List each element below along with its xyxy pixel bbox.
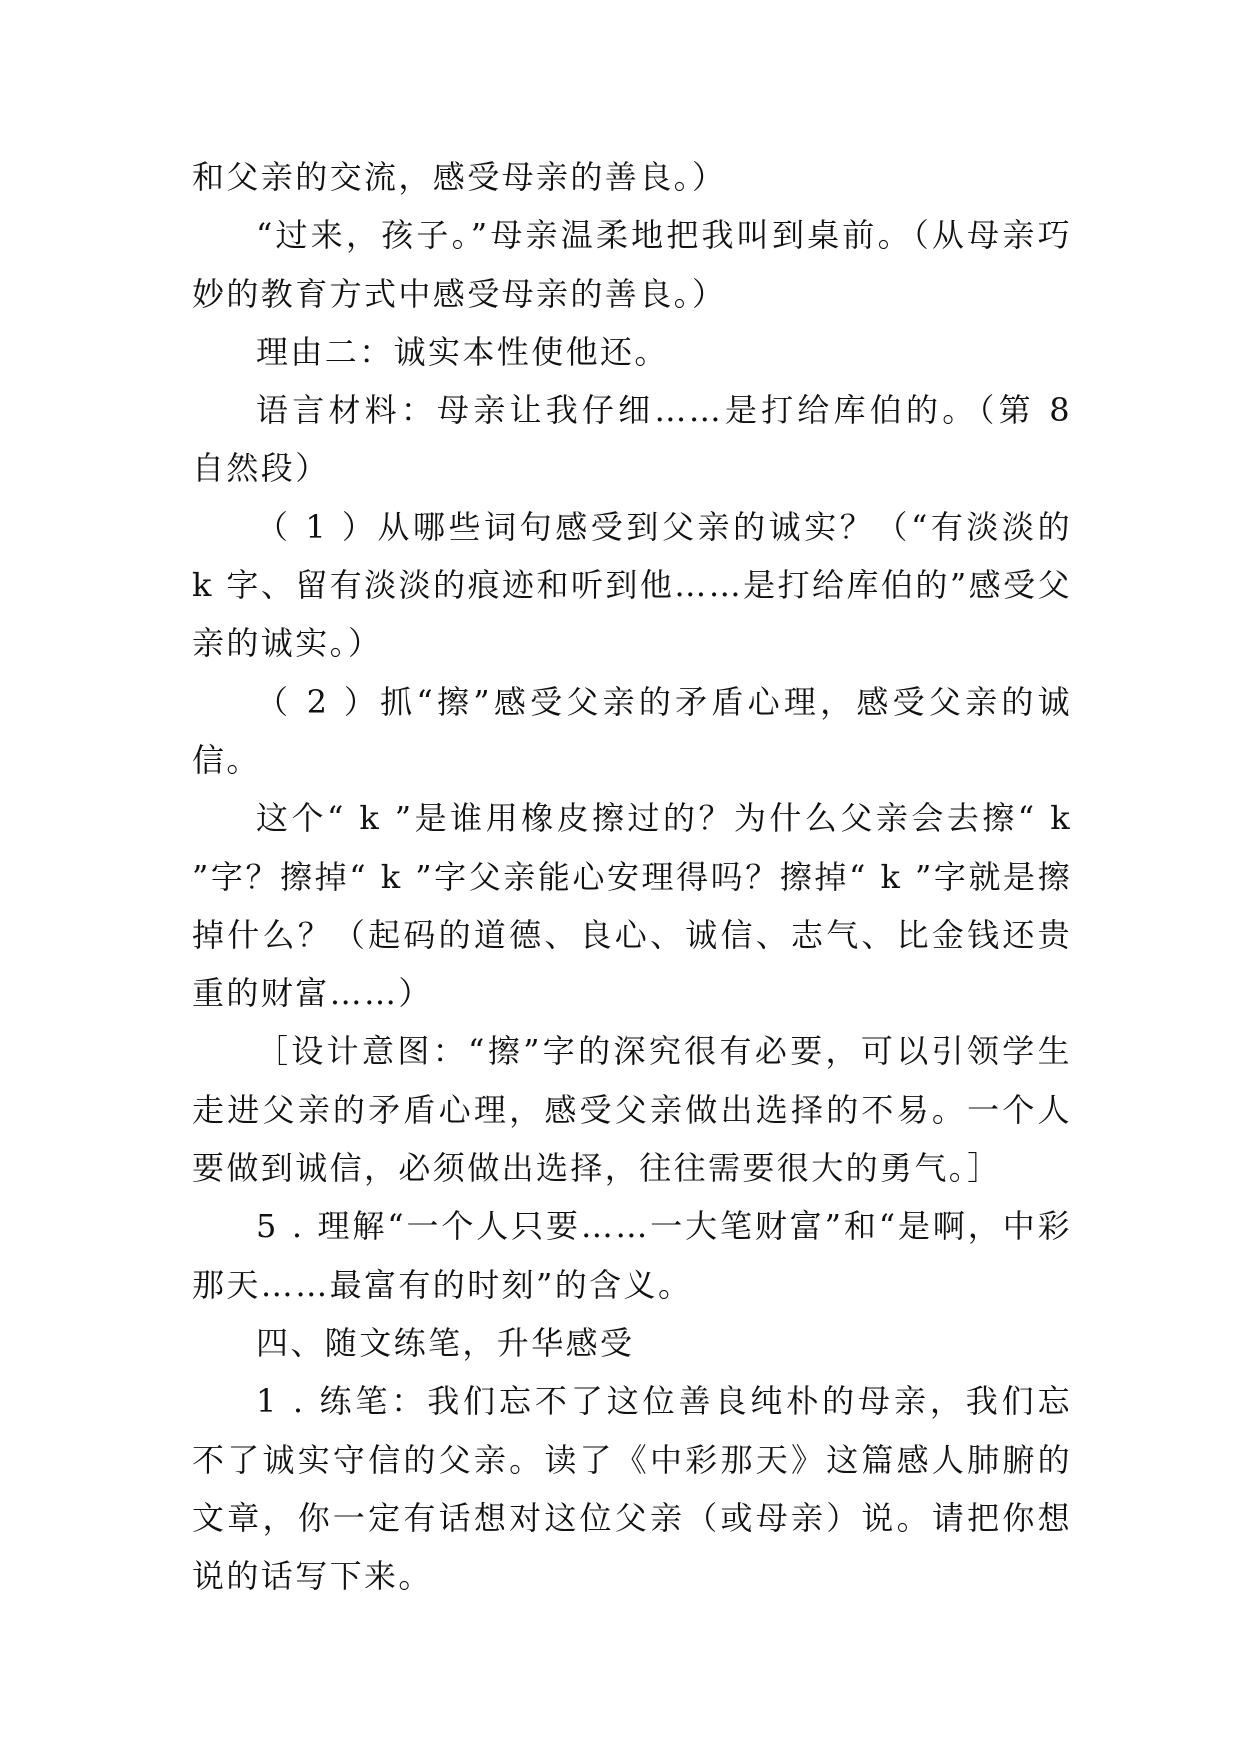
paragraph-continuation: 和父亲的交流，感受母亲的善良。） xyxy=(192,158,727,196)
paragraph-language-material: 语言材料：母亲让我仔细……是打给库伯的。（第 8 自然段） xyxy=(192,391,1072,488)
section-heading-four: 四、随文练笔，升华感受 xyxy=(256,1323,635,1362)
paragraph-design-intent: ［设计意图：“擦”字的深究很有必要，可以引领学生走进父亲的矛盾心理，感受父亲做出选择的不易。一个人要做到诚信，必须做出选择，往往需要很大的勇气。］ xyxy=(192,1032,1072,1188)
paragraph-item-5: 5 . 理解“一个人只要……一大笔财富”和“是啊，中彩那天……最富有的时刻”的含义。 xyxy=(192,1207,1072,1304)
paragraph-writing-practice: 1 . 练笔：我们忘不了这位善良纯朴的母亲，我们忘不了诚实守信的父亲。读了《中彩那天》这篇感人肺腑的文章，你一定有话想对这位父亲（或母亲）说。请把你想说的话写下来。 xyxy=(192,1382,1072,1596)
paragraph-mother-teaching: “过来，孩子。”母亲温柔地把我叫到桌前。（从母亲巧妙的教育方式中感受母亲的善良。） xyxy=(192,216,1072,313)
paragraph-question-1: （ 1 ）从哪些词句感受到父亲的诚实？（“有淡淡的 k 字、留有淡淡的痕迹和听到他……是打给库伯的”感受父亲的诚实。） xyxy=(192,507,1072,663)
paragraph-reason-two: 理由二：诚实本性使他还。 xyxy=(256,332,669,371)
document-page xyxy=(192,148,1072,1605)
paragraph-k-questions: 这个“ k ”是谁用橡皮擦过的？为什么父亲会去擦“ k ”字？擦掉“ k ”字父亲能心安理得吗？擦掉“ k ”字就是擦掉什么？（起码的道德、良心、诚信、志气、比金钱还贵重的财富……） xyxy=(192,799,1072,1013)
paragraph-question-2: （ 2 ）抓“擦”感受父亲的矛盾心理，感受父亲的诚信。 xyxy=(192,682,1072,779)
